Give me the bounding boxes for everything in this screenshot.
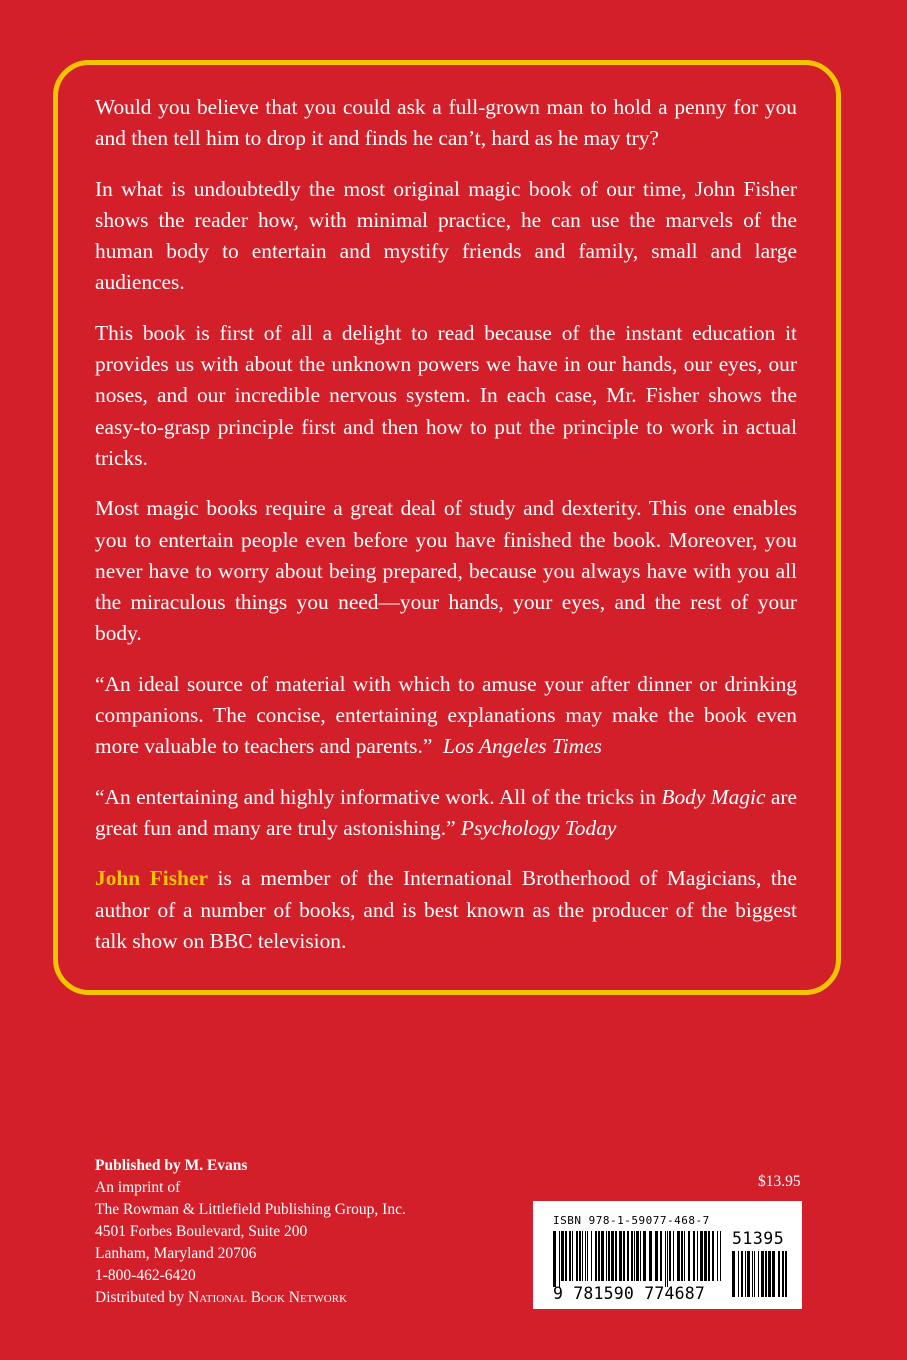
address-line-1: 4501 Forbes Boulevard, Suite 200 [95, 1223, 308, 1240]
price-extension-bars [732, 1251, 788, 1299]
barcode-bar [585, 1231, 586, 1281]
barcode-bar [553, 1231, 556, 1287]
author-bio [95, 863, 797, 957]
barcode-bar [606, 1231, 607, 1281]
distribution-line [95, 1287, 406, 1309]
barcode-bar [745, 1251, 746, 1297]
barcode-bar [693, 1231, 695, 1281]
isbn-barcode [533, 1201, 802, 1309]
author-bio-text: is a member of the International Brotherhood of Magicians, the author of a number of books, and is best known as the producer of the biggest talk show on BBC television. [95, 866, 797, 953]
imprint-of: An imprint of [95, 1179, 181, 1196]
barcode-bar [655, 1231, 658, 1281]
barcode-bar [677, 1231, 680, 1281]
barcode-bar [591, 1231, 592, 1281]
published-by: Published by M. Evans [95, 1157, 248, 1174]
phone-number: 1-800-462-6420 [95, 1267, 196, 1284]
barcode-bar [579, 1231, 581, 1281]
barcode-bar [665, 1231, 666, 1287]
barcode-bar [785, 1251, 787, 1297]
barcode-bar [765, 1251, 767, 1297]
barcode-bar [582, 1231, 583, 1281]
barcode-bar [782, 1251, 784, 1297]
distributor-name: National Book Network [188, 1289, 348, 1306]
barcode-bar [747, 1251, 750, 1297]
author-name: John Fisher [95, 866, 208, 891]
blurb-paragraph-2: In what is undoubtedly the most original magic book of our time, John Fisher shows the reader how, with minimal practice, he can use the marvels of the human body to entertain and mystify friends and family, small and large audiences. [95, 176, 797, 295]
barcode-bar [631, 1231, 633, 1281]
barcode-bar [667, 1231, 668, 1287]
blurb-paragraph-4: Most magic books require a great deal of study and dexterity. This one enables you to entertain people even before you have finished the book. Moreover, you never have to worry about being prepared, because you always have with you all the miraculous things you need—your hands, your eyes, and the rest of your body. [95, 496, 797, 646]
isbn-label: ISBN 978-1-59077-468-7 [553, 1214, 710, 1227]
barcode-bar [712, 1231, 714, 1281]
barcode-bar [559, 1231, 560, 1287]
barcode-bar [732, 1251, 735, 1297]
barcode-bar [778, 1251, 780, 1297]
barcode-bar [576, 1231, 578, 1281]
review-quote-1 [95, 669, 797, 763]
barcode-bar [565, 1231, 567, 1281]
ean-digits: 9 781590 774687 [553, 1284, 706, 1303]
barcode-bar [738, 1251, 739, 1297]
review-quote-2-book-title: Body Magic [661, 784, 766, 809]
review-quote-1-source: Los Angeles Times [443, 734, 602, 759]
review-quote-2-source: Psychology Today [460, 815, 617, 840]
barcode-bar [741, 1251, 743, 1297]
barcode-bar [681, 1231, 683, 1281]
barcode-bar [754, 1251, 755, 1297]
barcode-bar [561, 1231, 564, 1281]
publisher-info [95, 1155, 406, 1309]
barcode-bar [615, 1231, 617, 1281]
review-quote-2-text-b: are great fun and many are truly astonishing.” [95, 784, 797, 840]
barcode-bar [660, 1231, 662, 1281]
barcode-bar [627, 1231, 629, 1281]
barcode-bar [704, 1231, 707, 1281]
barcode-bar [761, 1251, 764, 1297]
distributed-by-label: Distributed by [95, 1289, 188, 1306]
barcode-bar [697, 1231, 698, 1281]
barcode-bar [595, 1231, 597, 1281]
blurb-paragraph-3: This book is first of all a delight to read because of the instant education it provides us with about the unknown powers we have in our hands, our eyes, our noses, and our incredible nervous system. In each case, Mr. Fisher shows the easy-to-grasp principle first and then how to put the principle to work in actual tricks. [95, 320, 797, 470]
barcode-bar [708, 1231, 710, 1281]
barcode-bar [649, 1231, 652, 1281]
barcode-bar [669, 1231, 671, 1281]
barcode-bar [768, 1251, 771, 1297]
barcode-bar [640, 1231, 641, 1281]
price-extension-digits: 51395 [732, 1229, 785, 1248]
price: $13.95 [758, 1173, 801, 1190]
address-line-2: Lanham, Maryland 20706 [95, 1245, 257, 1262]
review-quote-2-text-a: “An entertaining and highly informative work. All of the tricks in [95, 784, 662, 809]
review-quote-1-text: “An ideal source of material with which to amuse your after dinner or drinking companions. The concise, entertaining explanations may make the book even more valuable to teachers and parents.” [95, 671, 797, 759]
barcode-bar [700, 1231, 703, 1281]
barcode-bar [598, 1231, 600, 1281]
barcode-bar [643, 1231, 646, 1281]
barcode-bar [587, 1231, 588, 1281]
barcode-bar [752, 1251, 753, 1297]
barcode-bar [636, 1231, 639, 1281]
barcode-bar [619, 1231, 622, 1281]
publishing-group: The Rowman & Littlefield Publishing Group, Inc. [95, 1201, 406, 1218]
barcode-bar [608, 1231, 610, 1281]
barcode-bar [720, 1231, 721, 1281]
barcode-bar [634, 1231, 635, 1281]
blurb-paragraph-1: Would you believe that you could ask a full-grown man to hold a penny for you and then tell him to drop it and finds he can’t, hard as he may try? [95, 95, 797, 151]
barcode-bar [601, 1231, 604, 1281]
barcode-bar [611, 1231, 614, 1281]
review-quote-2 [95, 782, 797, 845]
barcode-bar [569, 1231, 571, 1281]
barcode-bar [758, 1251, 759, 1297]
barcode-bar [673, 1231, 674, 1281]
back-cover-blurb [95, 92, 797, 976]
barcode-bar [572, 1231, 573, 1281]
barcode-bar [684, 1231, 685, 1281]
barcode-bar [688, 1231, 690, 1281]
barcode-bar [772, 1251, 775, 1297]
barcode-bar [623, 1231, 625, 1281]
ean-barcode-bars [553, 1231, 725, 1287]
barcode-bar [717, 1231, 718, 1281]
